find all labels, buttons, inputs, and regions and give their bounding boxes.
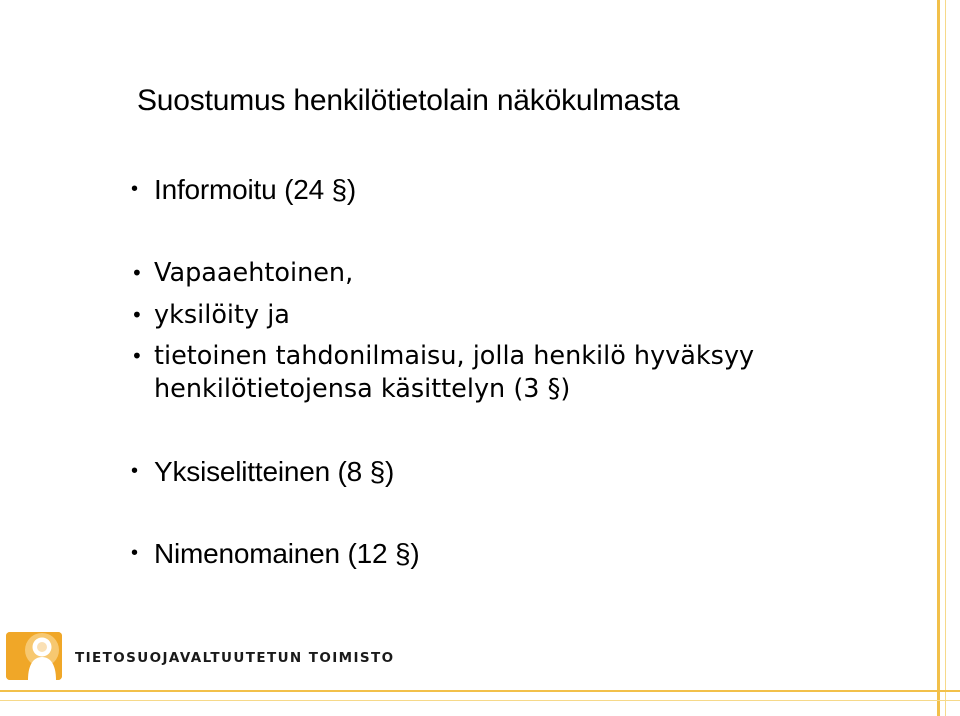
bullet-item-tietoinen bbox=[120, 340, 755, 406]
slide-title: Suostumus henkilötietolain näkökulmasta bbox=[137, 84, 680, 117]
bullet-icon: • bbox=[131, 460, 138, 482]
logo-graphic bbox=[6, 632, 62, 680]
bullet-text-line-1: tietoinen tahdonilmaisu, jolla henkilö hyväksyy bbox=[154, 341, 755, 371]
bottom-accent-line bbox=[0, 690, 960, 692]
bullet-item-yksiloity bbox=[120, 299, 290, 332]
bullet-item-nimenomainen bbox=[120, 537, 420, 570]
bullet-icon: • bbox=[131, 542, 138, 564]
bullet-text: yksilöity ja bbox=[154, 300, 290, 330]
bullet-icon: • bbox=[131, 178, 138, 200]
bullet-text: Informoitu (24 §) bbox=[154, 174, 357, 205]
organization-name: TIETOSUOJAVALTUUTETUN TOIMISTO bbox=[75, 650, 395, 666]
bullet-item-vapaaehtoinen bbox=[120, 257, 354, 290]
bullet-icon: • bbox=[131, 344, 143, 368]
bullet-item-informoitu bbox=[120, 173, 357, 206]
bullet-text: Nimenomainen (12 §) bbox=[154, 538, 420, 569]
bullet-text: Vapaaehtoinen, bbox=[154, 258, 354, 288]
right-accent-line bbox=[937, 0, 940, 716]
bullet-icon: • bbox=[131, 261, 143, 285]
bullet-icon: • bbox=[131, 303, 143, 327]
bullet-item-yksiselitteinen bbox=[120, 455, 395, 488]
right-accent-line-thin bbox=[945, 0, 946, 716]
bullet-text-line-2: henkilötietojensa käsittelyn (3 §) bbox=[154, 374, 571, 404]
bottom-accent-line-thin bbox=[0, 700, 960, 701]
person-head-icon bbox=[6, 632, 62, 680]
bullet-text: Yksiselitteinen (8 §) bbox=[154, 456, 395, 487]
